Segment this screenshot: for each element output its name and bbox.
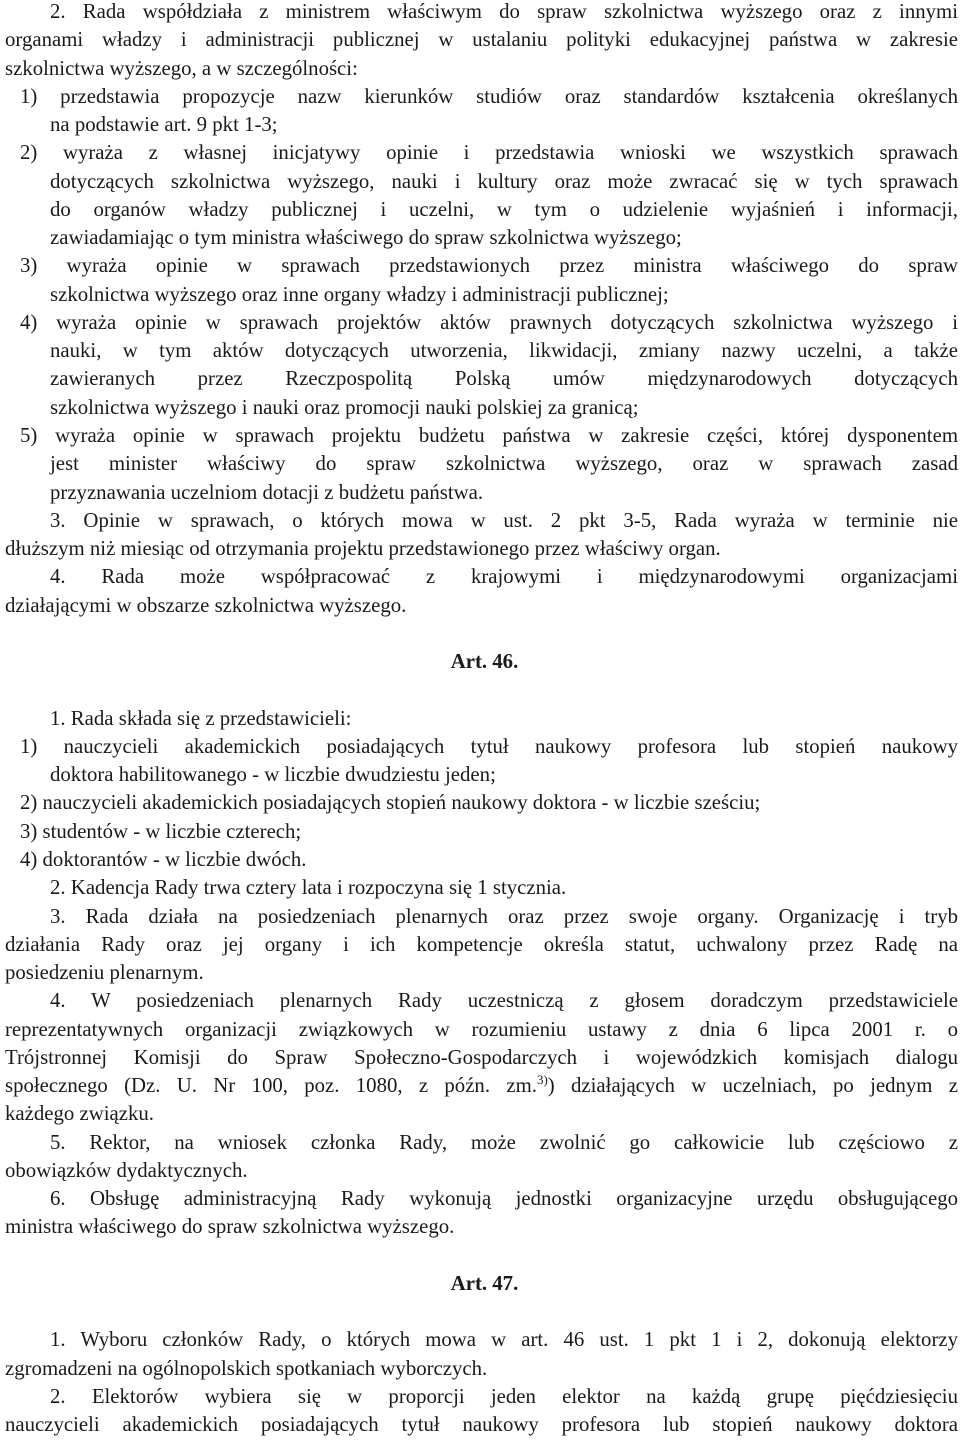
text-line: szkolnictwa wyższego, a w szczególności: xyxy=(5,56,358,80)
text-line: 6. Obsługę administracyjną Rady wykonują jednostki organizacyjne urzędu obsługującego xyxy=(50,1187,958,1211)
text-line: 4. Rada może współpracować z krajowymi i międzynarodowymi organizacjami xyxy=(50,565,958,589)
text-line: nauczycieli akademickich posiadających tytuł naukowy profesora lub stopień naukowy doktora xyxy=(5,1413,958,1437)
text-line: 4) doktorantów - w liczbie dwóch. xyxy=(20,847,307,871)
text-line: reprezentatywnych organizacji związkowych w rozumieniu ustawy z dnia 6 lipca 2001 r. o xyxy=(5,1017,958,1041)
text-line: ministra właściwego do spraw szkolnictwa wyższego. xyxy=(5,1215,455,1239)
text-line: organami władzy i administracji publicznej w ustalaniu polityki edukacyjnej państwa w zakresie xyxy=(5,28,958,52)
text-line: jest minister właściwy do spraw szkolnictwa wyższego, oraz w sprawach zasad xyxy=(50,452,958,476)
text-line: 1) nauczycieli akademickich posiadających tytuł naukowy profesora lub stopień naukowy xyxy=(20,734,958,758)
text-line: zawiadamiając o tym ministra właściwego do spraw szkolnictwa wyższego; xyxy=(50,226,682,250)
text-line: 2) wyraża z własnej inicjatywy opinie i przedstawia wnioski we wszystkich sprawach xyxy=(20,141,958,165)
spacer xyxy=(5,1242,958,1270)
footnote-reference: 3) xyxy=(536,1072,548,1088)
text-line: 4. W posiedzeniach plenarnych Rady uczestniczą z głosem doradczym przedstawiciele xyxy=(50,989,958,1013)
text-line: dłuższym niż miesiąc od otrzymania projektu przedstawionego przez właściwy organ. xyxy=(5,537,721,561)
text-line: szkolnictwa wyższego i nauki oraz promocji nauki polskiej za granicą; xyxy=(50,395,639,419)
text-line: działania Rady oraz jej organy i ich kompetencje określa statut, uchwalony przez Radę na xyxy=(5,932,958,956)
text-line: 1. Rada składa się z przedstawicieli: xyxy=(50,706,352,730)
text-line: 5) wyraża opinie w sprawach projektu budżetu państwa w zakresie części, której dysponentem xyxy=(20,423,958,447)
document-text xyxy=(5,0,958,1440)
article-heading: Art. 47. xyxy=(450,1271,519,1295)
text-line: każdego związku. xyxy=(5,1102,154,1126)
text-line: 1) przedstawia propozycje nazw kierunków studiów oraz standardów kształcenia określanych xyxy=(20,84,958,108)
text-line: 2. Kadencja Rady trwa cztery lata i rozpoczyna się 1 stycznia. xyxy=(50,876,567,900)
text-line: 5. Rektor, na wniosek członka Rady, może zwolnić go całkowicie lub częściowo z xyxy=(50,1130,958,1154)
text-line: doktora habilitowanego - w liczbie dwudziestu jeden; xyxy=(50,763,496,787)
text-line: zawieranych przez Rzeczpospolitą Polską umów międzynarodowych dotyczących xyxy=(50,367,958,391)
text-line-with-footnote xyxy=(5,1072,958,1100)
text-line: 2. Elektorów wybiera się w proporcji jeden elektor na każdą grupę pięćdziesięciu xyxy=(50,1385,958,1409)
text-line: obowiązków dydaktycznych. xyxy=(5,1158,248,1182)
text-segment: społecznego (Dz. U. Nr 100, poz. 1080, z późn. zm. xyxy=(5,1074,537,1098)
text-line: 3) studentów - w liczbie czterech; xyxy=(20,819,302,843)
text-line: 3. Rada działa na posiedzeniach plenarnych oraz przez swoje organy. Organizację i tryb xyxy=(50,904,958,928)
text-line: do organów władzy publicznej i uczelni, w tym o udzielenie wyjaśnień i informacji, xyxy=(50,197,958,221)
text-line: 1. Wyboru członków Rady, o których mowa w art. 46 ust. 1 pkt 1 i 2, dokonują elektorzy xyxy=(50,1328,958,1352)
text-line: nauki, w tym aktów dotyczących utworzenia, likwidacji, zmiany nazwy uczelni, a także xyxy=(50,339,958,363)
text-line: Trójstronnej Komisji do Spraw Społeczno-Gospodarczych i wojewódzkich komisjach dialogu xyxy=(5,1045,958,1069)
text-line: przyznawania uczelniom dotacji z budżetu państwa. xyxy=(50,480,484,504)
text-line: 3) wyraża opinie w sprawach przedstawionych przez ministra właściwego do spraw xyxy=(20,254,958,278)
text-line: na podstawie art. 9 pkt 1-3; xyxy=(50,113,278,137)
text-line: zgromadzeni na ogólnopolskich spotkaniach wyborczych. xyxy=(5,1356,488,1380)
text-line: działającymi w obszarze szkolnictwa wyższego. xyxy=(5,593,407,617)
spacer xyxy=(5,676,958,704)
text-line: 2) nauczycieli akademickich posiadających stopień naukowy doktora - w liczbie sześciu; xyxy=(20,791,761,815)
text-line: 3. Opinie w sprawach, o których mowa w ust. 2 pkt 3-5, Rada wyraża w terminie nie xyxy=(50,508,958,532)
article-heading: Art. 46. xyxy=(450,650,519,674)
text-line: posiedzeniu plenarnym. xyxy=(5,961,204,985)
text-line: 2. Rada współdziała z ministrem właściwym do spraw szkolnictwa wyższego oraz z innymi xyxy=(50,0,958,23)
spacer xyxy=(5,1298,958,1326)
spacer xyxy=(5,620,958,648)
text-line: dotyczących szkolnictwa wyższego, nauki i kultury oraz może zwracać się w tych sprawach xyxy=(50,169,958,193)
text-line: szkolnictwa wyższego oraz inne organy władzy i administracji publicznej; xyxy=(50,282,669,306)
text-line: 4) wyraża opinie w sprawach projektów aktów prawnych dotyczących szkolnictwa wyższego i xyxy=(20,310,958,334)
text-segment: ) działających w uczelniach, po jednym z xyxy=(547,1074,958,1098)
